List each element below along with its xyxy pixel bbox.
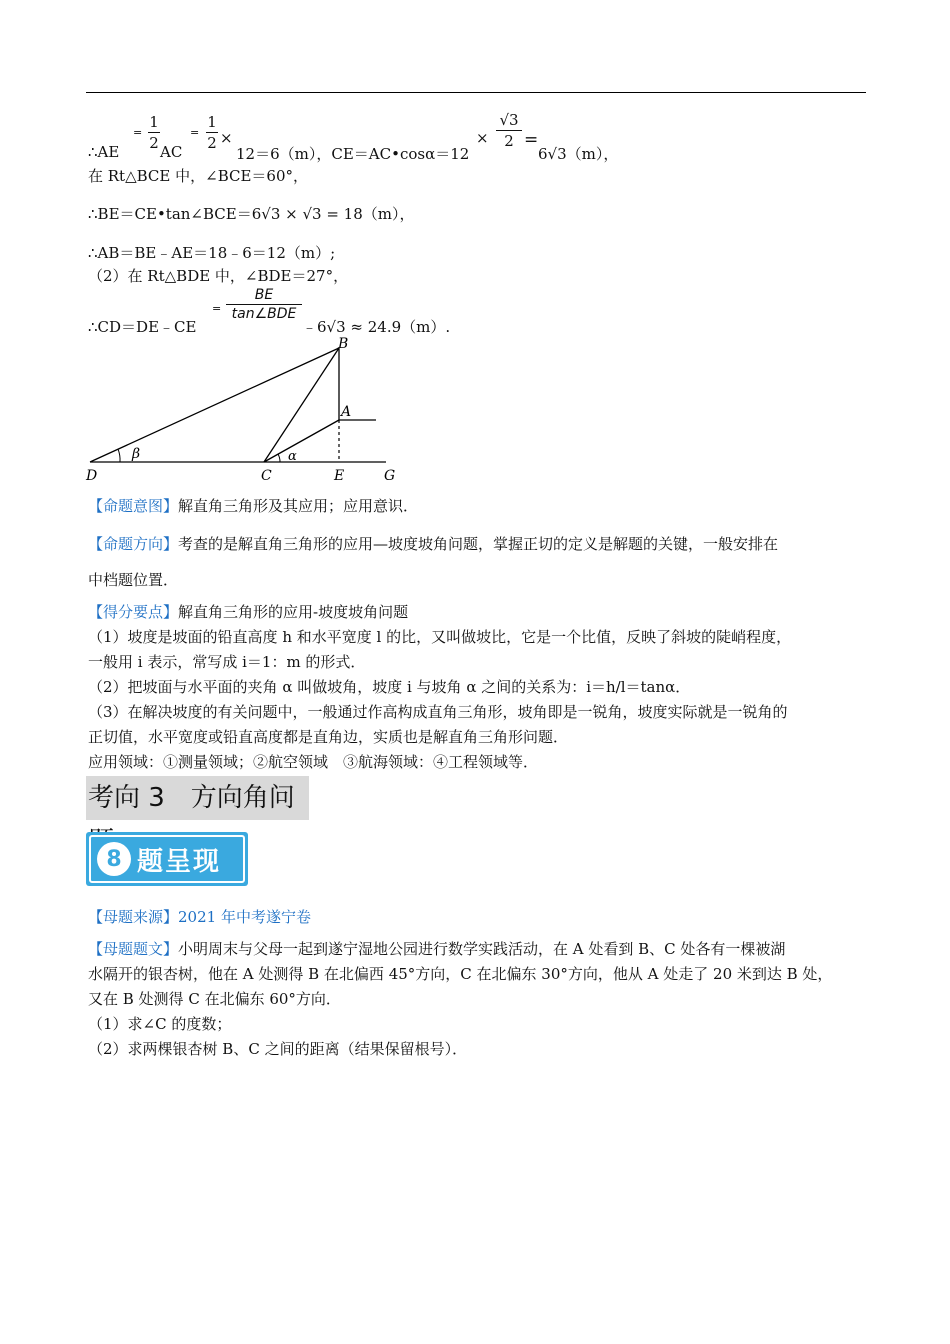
points-tag: 【得分要点】 — [88, 603, 179, 621]
math-line1-eq3: = — [524, 130, 539, 150]
fraction-bar — [496, 130, 522, 131]
math-line1-ac: AC — [160, 143, 183, 161]
points-line — [88, 602, 408, 622]
label-c: C — [261, 468, 272, 484]
math-line6-tail: ﹣6√3 ≈ 24.9（m）. — [302, 318, 451, 336]
math-line6-prefix: ∴CD＝DE﹣CE — [88, 318, 197, 336]
math-line1-times2: × — [476, 129, 489, 147]
source-tag: 【母题来源】 — [88, 908, 179, 926]
fraction-bar — [206, 132, 218, 133]
question-1: （1）求∠C 的度数； — [88, 1015, 232, 1033]
math-line1-tail: 6√3（m）， — [538, 145, 619, 163]
label-beta: β — [132, 446, 141, 462]
intent-tag: 【命题意图】 — [88, 497, 179, 515]
direction-text: 考查的是解直角三角形的应用—坡度坡角问题，掌握正切的定义是解题的关键，一般安排在 — [178, 535, 779, 553]
slope-figure — [84, 334, 404, 484]
direction-line — [88, 534, 778, 554]
point-1b: 一般用 i 表示，常写成 i＝1：m 的形式． — [88, 653, 366, 671]
label-e: E — [334, 468, 345, 484]
direction-tag: 【命题方向】 — [88, 535, 179, 553]
problem-badge — [86, 832, 248, 886]
badge-frame — [89, 835, 245, 883]
fraction-bar — [226, 304, 302, 305]
fraction-num: 1 — [207, 113, 217, 131]
fraction-half-1 — [148, 113, 160, 152]
math-line2: 在 Rt△BCE 中，∠BCE＝60°， — [88, 167, 309, 185]
problem-line1 — [88, 939, 785, 959]
math-line1-eq: = — [133, 126, 143, 139]
fraction-den: 2 — [207, 134, 217, 152]
math-line4: ∴AB＝BE﹣AE＝18﹣6＝12（m）; — [88, 244, 336, 262]
math-line1-mid: 12＝6（m），CE＝AC•cosα＝12 — [236, 145, 470, 163]
problem-line2: 水隔开的银杏树，他在 A 处测得 B 在北偏西 45°方向，C 在北偏东 30°方向，他从 A 处走了 20 米到达 B 处， — [88, 965, 833, 983]
label-g: G — [384, 468, 396, 484]
fraction-den: 2 — [149, 134, 159, 152]
points-text: 解直角三角形的应用-坡度坡角问题 — [178, 603, 409, 621]
intent-text: 解直角三角形及其应用；应用意识． — [178, 497, 419, 515]
badge-text: 题呈现 — [137, 846, 222, 877]
math-line6-eq: = — [212, 302, 222, 315]
angle-alpha-arc — [278, 454, 280, 462]
question-2: （2）求两棵银杏树 B、C 之间的距离（结果保留根号）． — [88, 1040, 468, 1058]
point-1: （1）坡度是坡面的铅直高度 h 和水平宽度 l 的比，又叫做坡比，它是一个比值，反映了斜坡的陡峭程度， — [88, 628, 792, 646]
source-text: 2021 年中考遂宁卷 — [178, 908, 311, 926]
label-a: A — [341, 404, 352, 420]
application-fields: 应用领域：①测量领域；②航空领域 ③航海领域：④工程领域等． — [88, 753, 539, 771]
fraction-bar — [148, 132, 160, 133]
badge-number-icon: 8 — [97, 842, 131, 876]
math-line1-prefix: ∴AE — [88, 143, 120, 161]
header-rule — [86, 92, 866, 93]
point-3b: 正切值，水平宽度或铅直高度都是直角边，实质也是解直角三角形问题． — [88, 728, 569, 746]
source-line — [88, 907, 311, 927]
point-2: （2）把坡面与水平面的夹角 α 叫做坡角，坡度 i 与坡角 α 之间的关系为：i＝h/l＝tanα． — [88, 678, 691, 696]
direction-line2: 中档题位置． — [88, 571, 179, 589]
fraction-num: √3 — [499, 111, 519, 129]
problem-line3: 又在 B 处测得 C 在北偏东 60°方向． — [88, 990, 341, 1008]
problem-tag: 【母题题文】 — [88, 940, 179, 958]
section-heading: 考向 3 方向角问 — [86, 776, 309, 820]
label-alpha: α — [288, 449, 297, 464]
label-d: D — [86, 468, 98, 484]
label-b: B — [338, 336, 349, 352]
fraction-den: tan∠BDE — [231, 306, 297, 322]
math-line1-eq2: = — [190, 126, 200, 139]
fraction-num: 1 — [149, 113, 159, 131]
fraction-be-over-tan — [226, 287, 302, 322]
angle-beta-arc — [118, 449, 120, 462]
problem-text1: 小明周末与父母一起到遂宁湿地公园进行数学实践活动，在 A 处看到 B、C 处各有一棵被湖 — [178, 940, 786, 958]
fraction-den: 2 — [504, 132, 514, 150]
math-line3: ∴BE＝CE•tan∠BCE＝6√3 × √3 = 18（m）， — [88, 205, 415, 223]
fraction-num: BE — [254, 287, 274, 303]
fraction-half-2 — [206, 113, 218, 152]
math-line1-times: × — [220, 129, 233, 147]
intent-line — [88, 496, 418, 516]
line-ca — [264, 420, 339, 462]
fraction-sqrt3-over-2 — [496, 111, 522, 150]
math-line5: （2）在 Rt△BDE 中，∠BDE＝27°， — [88, 267, 349, 285]
point-3: （3）在解决坡度的有关问题中，一般通过作高构成直角三角形，坡角即是一锐角，坡度实际就是一锐角的 — [88, 703, 788, 721]
